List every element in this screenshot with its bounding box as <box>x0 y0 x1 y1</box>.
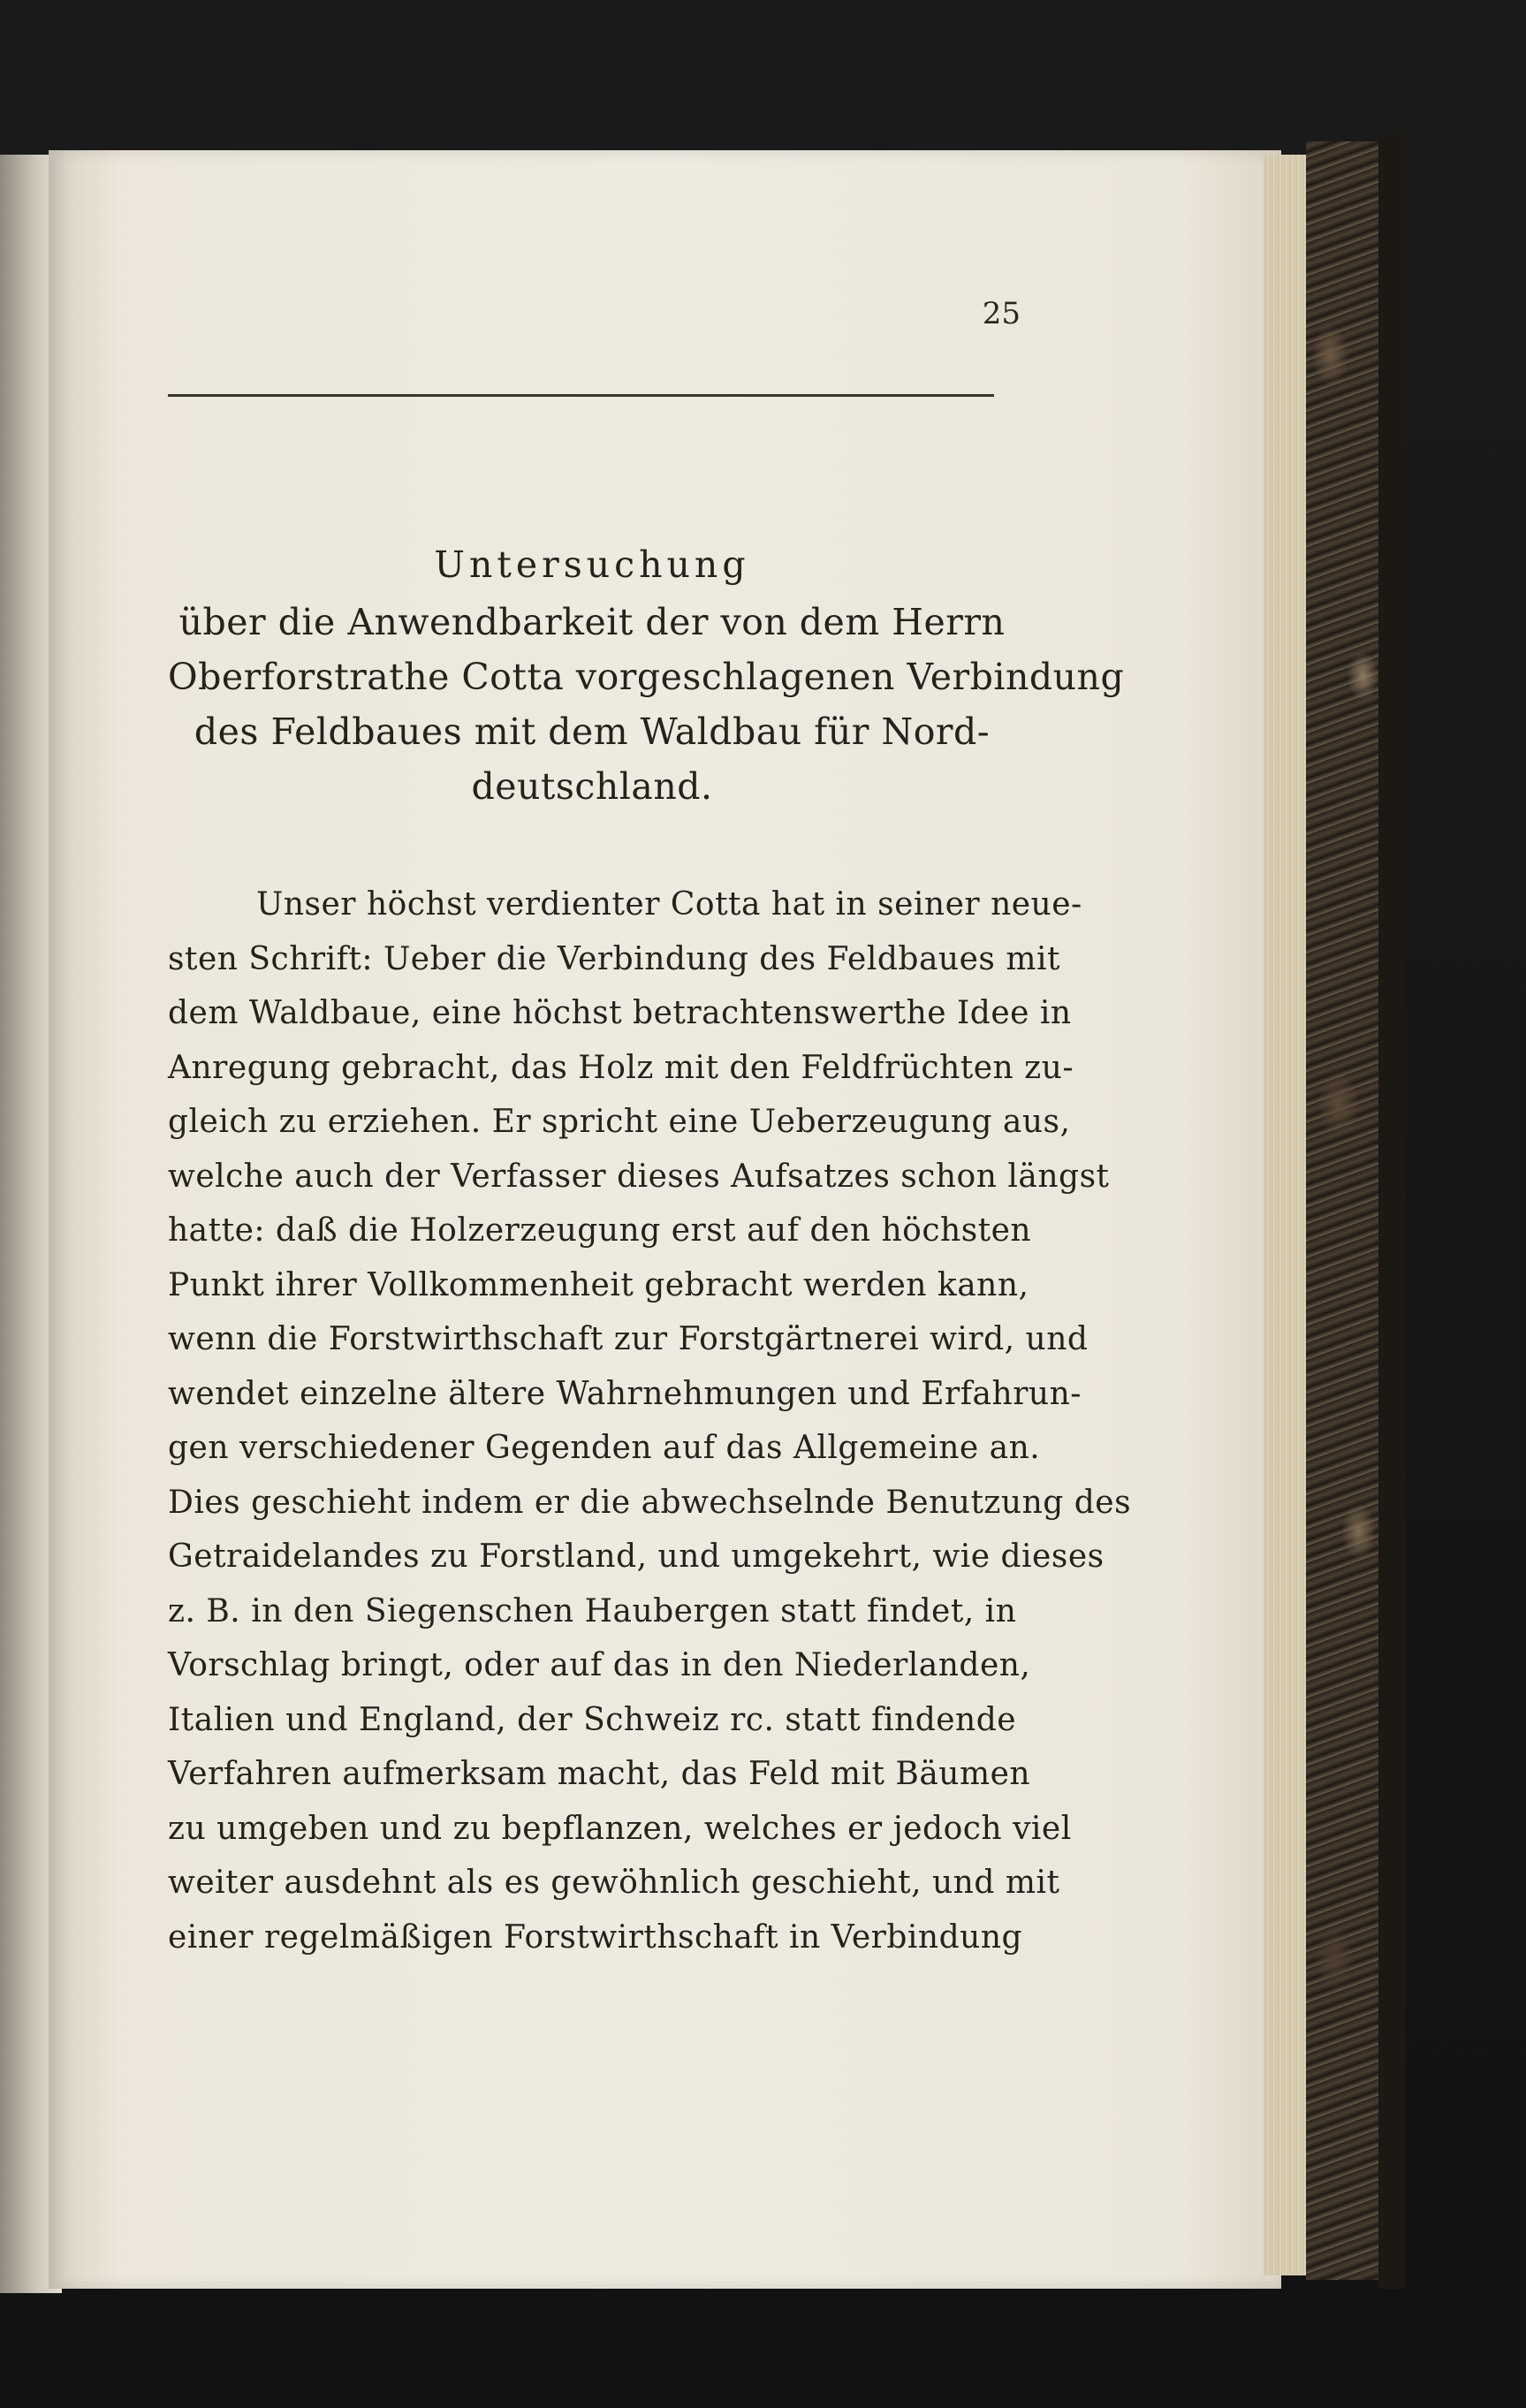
body-line: gleich zu erziehen. Er spricht eine Ueberzeugung aus, <box>168 1104 1071 1140</box>
body-line: weiter ausdehnt als es gewöhnlich geschieht, und mit <box>168 1865 1060 1901</box>
body-line: wendet einzelne ältere Wahrnehmungen und Erfahrun- <box>168 1376 1082 1412</box>
body-line: Italien und England, der Schweiz rc. statt findende <box>168 1702 1017 1738</box>
body-line: gen verschiedener Gegenden auf das Allgemeine an. <box>168 1430 1041 1466</box>
body-line: welche auch der Verfasser dieses Aufsatzes schon längst <box>168 1158 1110 1195</box>
cover-edge <box>1378 133 1405 2289</box>
title-line: Oberforstrathe Cotta vorgeschlagenen Verbindung <box>168 656 1125 698</box>
body-line: dem Waldbaue, eine höchst betrachtenswerthe Idee in <box>168 995 1072 1031</box>
body-line: sten Schrift: Ueber die Verbindung des Feldbaues mit <box>168 941 1060 977</box>
marbled-cover <box>1306 141 1387 2280</box>
body-line: Verfahren aufmerksam macht, das Feld mit Bäumen <box>168 1756 1031 1792</box>
body-line: einer regelmäßigen Forstwirthschaft in Verbindung <box>168 1919 1023 1956</box>
body-line: wenn die Forstwirthschaft zur Forstgärtnerei wird, und <box>168 1321 1089 1357</box>
body-line: Anregung gebracht, das Holz mit den Feldfrüchten zu- <box>168 1050 1074 1086</box>
page-stack-edge <box>1264 155 1310 2275</box>
body-line: Punkt ihrer Vollkommenheit gebracht werden kann, <box>168 1267 1029 1303</box>
body-line: Unser höchst verdienter Cotta hat in seiner neue- <box>256 886 1082 923</box>
title-line: deutschland. <box>471 765 713 808</box>
title-line: über die Anwendbarkeit der von dem Herrn <box>178 601 1006 643</box>
body-line: zu umgeben und zu bepflanzen, welches er jedoch viel <box>168 1811 1072 1847</box>
body-line: hatte: daß die Holzerzeugung erst auf den höchsten <box>168 1212 1032 1249</box>
title-line: des Feldbaues mit dem Waldbau für Nord- <box>194 710 991 753</box>
page-number: 25 <box>982 296 1021 331</box>
title-heading: Untersuchung <box>434 543 750 586</box>
body-line: z. B. in den Siegenschen Haubergen statt findet, in <box>168 1593 1017 1629</box>
body-line: Getraidelandes zu Forstland, und umgekehrt, wie dieses <box>168 1538 1105 1575</box>
header-rule <box>168 394 994 397</box>
body-line: Vorschlag bringt, oder auf das in den Niederlanden, <box>168 1647 1031 1683</box>
body-line: Dies geschieht indem er die abwechselnde Benutzung des <box>168 1485 1132 1521</box>
